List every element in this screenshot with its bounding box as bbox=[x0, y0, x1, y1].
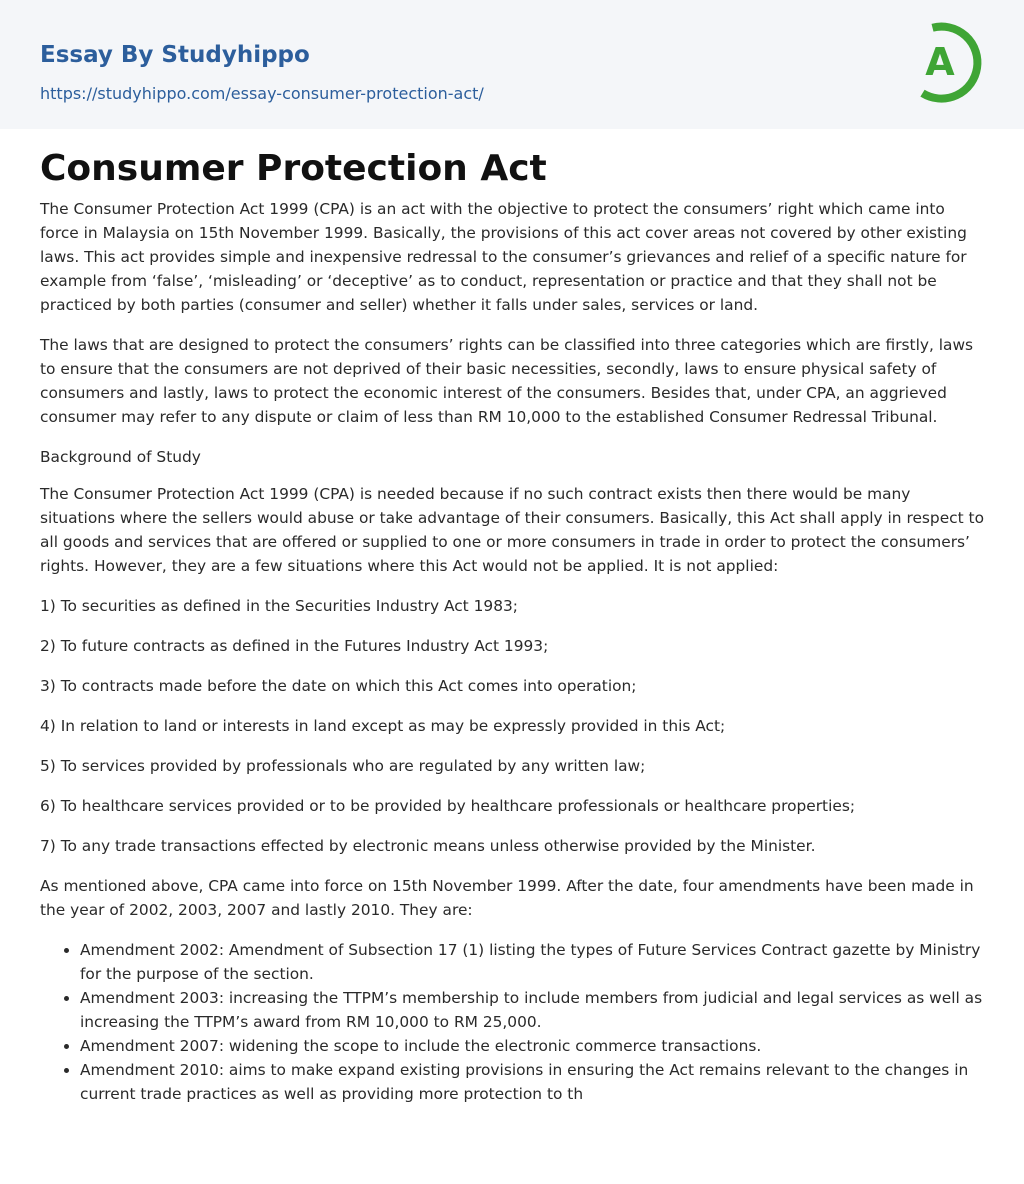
amendment-item-2003: • Amendment 2003: increasing the TTPM’s membership to include members from judicial and legal services as well as increasing the TTPM’s award from RM 10,000 to RM 25,000. bbox=[80, 986, 984, 1034]
site-header bbox=[0, 0, 1024, 129]
exclusion-item-6: 6) To healthcare services provided or to be provided by healthcare professionals or healthcare properties; bbox=[40, 797, 856, 815]
exclusion-item-1: 1) To securities as defined in the Securities Industry Act 1983; bbox=[40, 597, 518, 615]
amendment-item-2007: • Amendment 2007: widening the scope to include the electronic commerce transactions. bbox=[80, 1034, 984, 1058]
section-heading: Background of Study bbox=[40, 448, 201, 466]
brand-title[interactable]: Essay By Studyhippo bbox=[40, 42, 310, 68]
intro-paragraph-1: The Consumer Protection Act 1999 (CPA) is an act with the objective to protect the consumers’ right which came into force in Malaysia on 15th November 1999. Basically, the provisions of this act cover areas not covered by other existing laws. This act provides simple and inexpensive redressal to the consumer’s grievances and relief of a specific nature for example from ‘false’, ‘misleading’ or ‘deceptive’ as to conduct, representation or practice and that they shall not be practiced by both parties (consumer and seller) whether it falls under sales, services or land. bbox=[40, 200, 967, 314]
intro-paragraph-2: The laws that are designed to protect the consumers’ rights can be classified into three categories which are firstly, laws to ensure that the consumers are not deprived of their basic necessities, secondly, laws to ensure physical safety of consumers and lastly, laws to protect the economic interest of the consumers. Besides that, under CPA, an aggrieved consumer may refer to any dispute or claim of less than RM 10,000 to the established Consumer Redressal Tribunal. bbox=[40, 336, 974, 426]
exclusion-item-3: 3) To contracts made before the date on which this Act comes into operation; bbox=[40, 677, 637, 695]
exclusion-item-5: 5) To services provided by professionals who are regulated by any written law; bbox=[40, 757, 646, 775]
amendment-item-2010: • Amendment 2010: aims to make expand existing provisions in ensuring the Act remains relevant to the changes in current trade practices as well as providing more protection to th bbox=[80, 1058, 984, 1106]
logo-letter: A bbox=[925, 40, 955, 84]
background-paragraph: The Consumer Protection Act 1999 (CPA) is needed because if no such contract exists then there would be many situations where the sellers would abuse or take advantage of their consumers. Basically, this Act shall apply in respect to all goods and services that are offered or supplied to one or more consumers in trade in order to protect the consumers’ rights. However, they are a few situations where this Act would not be applied. It is not applied: bbox=[40, 485, 985, 575]
article-url-link[interactable]: https://studyhippo.com/essay-consumer-protection-act/ bbox=[40, 84, 484, 103]
amendments-list bbox=[40, 938, 984, 1106]
exclusion-item-4: 4) In relation to land or interests in land except as may be expressly provided in this Act; bbox=[40, 717, 726, 735]
amendment-item-2002: • Amendment 2002: Amendment of Subsection 17 (1) listing the types of Future Services Contract gazette by Ministry for the purpose of the section. bbox=[80, 938, 984, 986]
article-body bbox=[0, 129, 1024, 1106]
exclusion-item-2: 2) To future contracts as defined in the Futures Industry Act 1993; bbox=[40, 637, 549, 655]
page-title: Consumer Protection Act bbox=[40, 148, 547, 189]
exclusion-item-7: 7) To any trade transactions effected by electronic means unless otherwise provided by the Minister. bbox=[40, 837, 816, 855]
studyhippo-logo-icon[interactable] bbox=[910, 18, 990, 106]
amendments-intro: As mentioned above, CPA came into force on 15th November 1999. After the date, four amendments have been made in the year of 2002, 2003, 2007 and lastly 2010. They are: bbox=[40, 877, 974, 919]
